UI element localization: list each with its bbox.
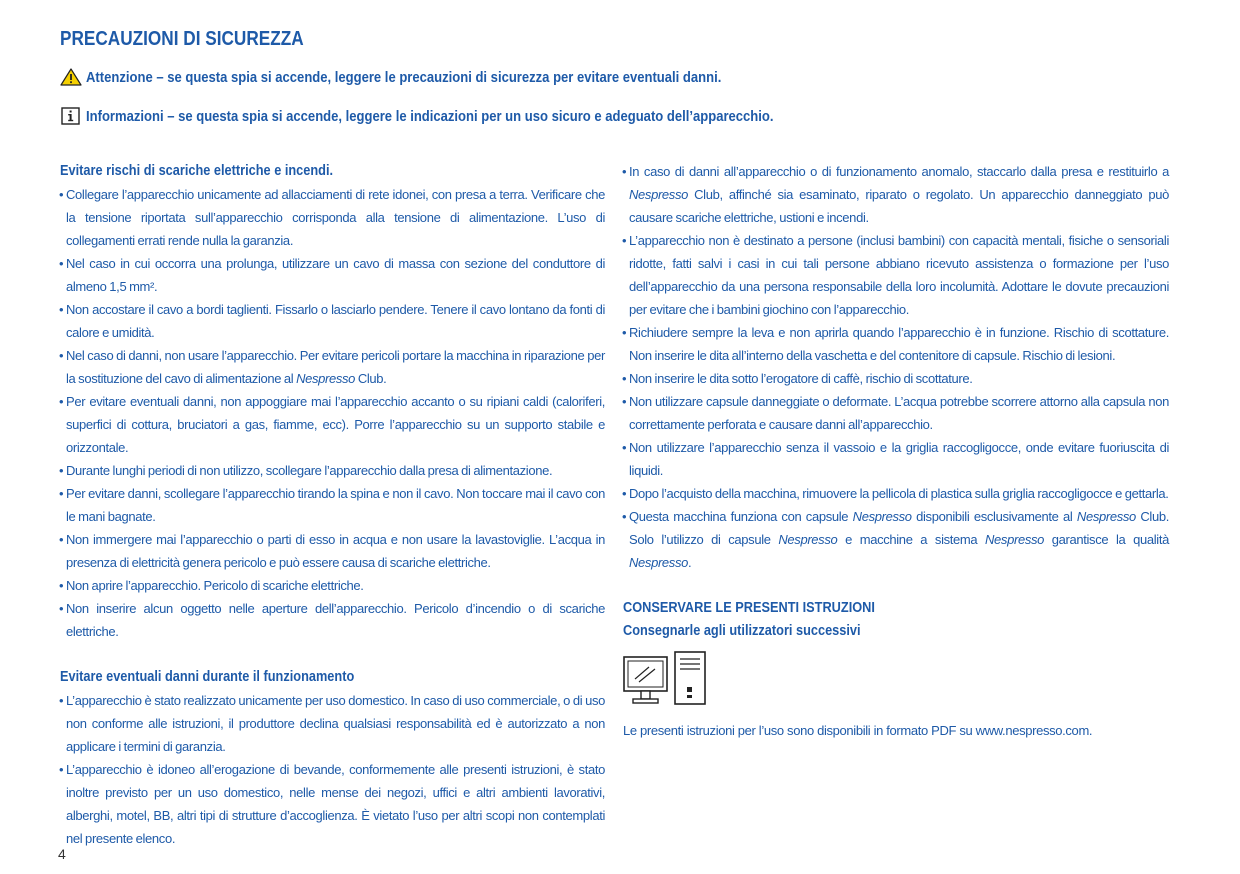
list-item: • L’apparecchio è idoneo all’erogazione di bevande, conformemente alle presenti istruzioni, è stato inoltre previsto per un uso domestico, nelle mense dei negozi, uffici e altri ambienti lavorativi, alberghi, motel, BB, altri tipi di strutture d’accoglienza. È vietato l’uso per altri scopi non contemplati nel presente elenco. (60, 758, 605, 850)
warning-notice (60, 68, 816, 86)
page-title: PRECAUZIONI DI SICUREZZA (60, 28, 304, 50)
list-item: • Non utilizzare l’apparecchio senza il vassoio e la griglia raccogligocce, onde evitare fuoriuscita di liquidi. (623, 436, 1169, 482)
list-item: • Nel caso di danni, non usare l’apparecchio. Per evitare pericoli portare la macchina in riparazione per la sostituzione del cavo di alimentazione al Nespresso Club. (60, 344, 605, 390)
pdf-availability-note: Le presenti istruzioni per l’uso sono disponibili in formato PDF su www.nespresso.com. (623, 723, 1093, 738)
list-item: • In caso di danni all’apparecchio o di funzionamento anomalo, staccarlo dalla presa e restituirlo a Nespresso Club, affinché sia esaminato, riparato o regolato. Un apparecchio danneggiato può causare scariche elettriche, ustioni e incendi. (623, 160, 1169, 229)
list-item: • Per evitare eventuali danni, non appoggiare mai l’apparecchio accanto o su ripiani caldi (caloriferi, superfici di cottura, bruciatori a gas, fiamme, ecc). Porre l’apparecchio su un supporto stabile e orizzontale. (60, 390, 605, 459)
electrical-safety-list (60, 183, 605, 643)
info-notice (60, 107, 876, 125)
right-column (623, 160, 1169, 742)
list-item: • Collegare l’apparecchio unicamente ad allacciamenti di rete idonei, con presa a terra. Verificare che la tensione riportata sull’apparecchio corrisponda alla tensione di alimentazione. L’uso di collegamenti errati rende nulla la garanzia. (60, 183, 605, 252)
page-number: 4 (58, 846, 66, 862)
list-item: • Non inserire le dita sotto l’erogatore di caffè, rischio di scottature. (623, 367, 1169, 390)
list-item: • L’apparecchio non è destinato a persone (inclusi bambini) con capacità mentali, fisiche o sensoriali ridotte, fatti salvi i casi in cui tali persone abbiano ricevuto assistenza o formazione per l’uso dell’apparecchio da una persona responsabile della loro incolumità. Adottare le dovute precauzioni per evitare che i bambini giochino con l’apparecchio. (623, 229, 1169, 321)
keep-instructions-subtitle: Consegnarle agli utilizzatori successivi (623, 623, 861, 639)
left-column (60, 160, 605, 850)
warning-notice-text: Attenzione – se questa spia si accende, leggere le precauzioni di sicurezza per evitare eventuali danni. (86, 68, 722, 86)
section-title-electrical: Evitare rischi di scariche elettriche e incendi. (60, 163, 334, 179)
list-item: • L’apparecchio è stato realizzato unicamente per uso domestico. In caso di uso commerciale, o di uso non conforme alle istruzioni, il produttore declina qualsiasi responsabilità ed è autorizzato a non applicare i termini di garanzia. (60, 689, 605, 758)
list-item: • Non accostare il cavo a bordi taglienti. Fissarlo o lasciarlo pendere. Tenere il cavo lontano da fonti di calore e umidità. (60, 298, 605, 344)
warning-triangle-icon (60, 68, 82, 86)
list-item: • Non utilizzare capsule danneggiate o deformate. L’acqua potrebbe scorrere attorno alla capsula non correttamente perforata e causare danni all’apparecchio. (623, 390, 1169, 436)
list-item: • Non aprire l’apparecchio. Pericolo di scariche elettriche. (60, 574, 605, 597)
keep-instructions-title: CONSERVARE LE PRESENTI ISTRUZIONI (623, 600, 875, 616)
computer-monitor-icon (623, 651, 733, 713)
list-item: • Dopo l’acquisto della macchina, rimuovere la pellicola di plastica sulla griglia raccogligocce e gettarla. (623, 482, 1169, 505)
list-item: • Non inserire alcun oggetto nelle aperture dell’apparecchio. Pericolo d’incendio o di scariche elettriche. (60, 597, 605, 643)
section-title-operation: Evitare eventuali danni durante il funzionamento (60, 669, 355, 685)
list-item: • Durante lunghi periodi di non utilizzo, scollegare l’apparecchio dalla presa di alimentazione. (60, 459, 605, 482)
list-item: • Per evitare danni, scollegare l’apparecchio tirando la spina e non il cavo. Non toccare mai il cavo con le mani bagnate. (60, 482, 605, 528)
additional-safety-list (623, 160, 1169, 574)
info-box-icon (60, 107, 82, 125)
list-item: • Questa macchina funziona con capsule Nespresso disponibili esclusivamente al Nespresso Club. Solo l’utilizzo di capsule Nespresso e macchine a sistema Nespresso garantisce la qualità Nespresso. (623, 505, 1169, 574)
list-item: • Nel caso in cui occorra una prolunga, utilizzare un cavo di massa con sezione del conduttore di almeno 1,5 mm². (60, 252, 605, 298)
list-item: • Richiudere sempre la leva e non aprirla quando l’apparecchio è in funzione. Rischio di scottature. Non inserire le dita all’interno della vaschetta e del contenitore di capsule. Rischio di lesioni. (623, 321, 1169, 367)
operation-safety-list (60, 689, 605, 850)
info-notice-text: Informazioni – se questa spia si accende, leggere le indicazioni per un uso sicuro e adeguato dell’apparecchio. (86, 107, 774, 125)
list-item: • Non immergere mai l’apparecchio o parti di esso in acqua e non usare la lavastoviglie. L’acqua in presenza di elettricità genera pericolo e può essere causa di scariche elettriche. (60, 528, 605, 574)
